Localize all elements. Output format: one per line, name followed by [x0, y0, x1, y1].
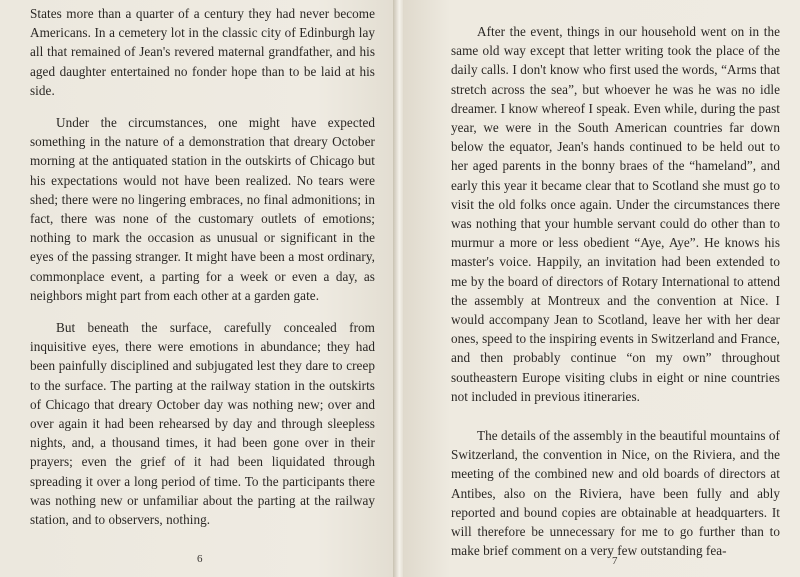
- left-paragraph-3: But beneath the surface, carefully concealed from inquisitive eyes, there were emotions in abundance; they had been painfully disciplined and subjugated lest they dare to creep to the surface. The parting at the railway station in the outskirts of Chicago that dreary October day was nothing new; over and over again it had been rehearsed by day and through sleepless nights, and, a thousand times, it had been gone over in their prayers; even the grief of it had been liquidated through spreading it over a long period of time. To the participants there was nothing new or unfamiliar about the parting at the railway station, and to observers, nothing.: [30, 320, 375, 528]
- right-page-number: 7: [612, 555, 618, 567]
- left-paragraph-1: States more than a quarter of a century they had never become Americans. In a cemetery lot in the classic city of Edinburgh lay all that remained of Jean's revered maternal grandfather, and his aged daughter entertained no fonder hope than to be laid at his side.: [30, 6, 375, 98]
- right-paragraph-2: The details of the assembly in the beautiful mountains of Switzerland, the convention in Nice, on the Riviera, and the meeting of the combined new and old boards of directors at Antibes, also on the Riviera, have been fully and ably reported and bound copies are obtainable at headquarters. It will therefore be unnecessary for me to go further than to make brief comment on a very few outstanding fea-: [451, 428, 780, 559]
- left-paragraph-2: Under the circumstances, one might have expected something in the nature of a demonstration that dreary October morning at the antiquated station in the outskirts of Chicago but his expectations would not have been realized. No tears were shed; there were no lingering embraces, no final admonitions; in fact, there was none of the customary outlets of emotions; nothing to mark the occasion as unusual or significant in the eyes of the passing stranger. It might have been a most ordinary, commonplace event, a parting for a week or even a day, as neighbors might part from each other at a garden gate.: [30, 115, 375, 303]
- left-page: [0, 0, 397, 577]
- right-paragraph-1: After the event, things in our household went on in the same old way except that letter writing took the place of the daily calls. I don't know who first used the words, “Arms that stretch across the sea”, but whoever he was he was no idle dreamer. I know whereof I speak. Even while, during the past year, we were in the South American countries far down below the equator, Jean's hands continued to be held out to her aged parents in the bonny braes of the “hameland”, and early this year it became clear that to Scotland she must go to visit the old folks once again. Under the circumstances there was nothing that your humble servant could do other than to murmur a more or less obedient “Aye, Aye”. He knows his master's voice. Happily, an invitation had been extended to me by the board of directors of Rotary International to attend the assembly at Montreux and the convention at Nice. I would accompany Jean to Scotland, leave her with her dear ones, speed to the inspiring events in Switzerland and France, and then probably continue “on my own” throughout southeastern Europe visiting clubs in eight or nine countries not included in previous itineraries.: [451, 24, 780, 404]
- left-page-number: 6: [197, 553, 203, 565]
- right-page: [403, 0, 800, 577]
